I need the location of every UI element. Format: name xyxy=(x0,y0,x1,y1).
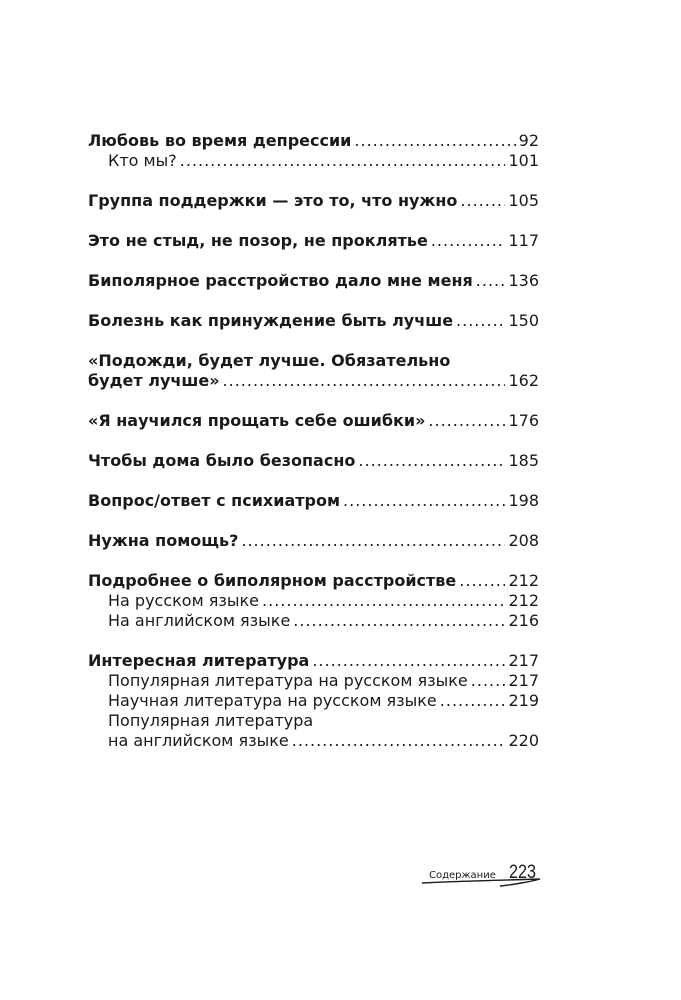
toc-entry-title: на английском языке xyxy=(108,731,289,750)
footer-swash-decoration xyxy=(400,878,560,890)
toc-entry xyxy=(88,351,539,371)
toc-spacer xyxy=(88,631,539,651)
toc-entry-page: 219 xyxy=(508,691,539,710)
toc-dot-leader xyxy=(428,411,505,431)
toc-entry-title: Подробнее о биполярном расстройстве xyxy=(88,571,457,590)
toc-entry-title: Это не стыд, не позор, не проклятье xyxy=(88,231,428,250)
toc-dot-leader xyxy=(312,651,505,671)
toc-spacer xyxy=(88,211,539,231)
toc-spacer xyxy=(88,391,539,411)
toc-entry-page: 150 xyxy=(508,311,539,330)
toc-subentry xyxy=(88,711,539,731)
page-number: 223 xyxy=(509,862,536,883)
page-footer xyxy=(400,862,560,892)
toc-entry xyxy=(88,131,539,151)
toc-dot-leader xyxy=(354,131,515,151)
toc-entry-title: Болезнь как принуждение быть лучше xyxy=(88,311,454,330)
toc-entry-page: 220 xyxy=(508,731,539,750)
footer-section-label: Содержание xyxy=(429,870,496,881)
toc-dot-leader xyxy=(343,491,505,511)
toc-entry-title: Интересная литература xyxy=(88,651,310,670)
toc-entry-page: 136 xyxy=(508,271,539,290)
toc-spacer xyxy=(88,431,539,451)
toc-entry-title: На английском языке xyxy=(108,611,291,630)
toc-dot-leader xyxy=(293,611,505,631)
toc-spacer xyxy=(88,331,539,351)
toc-dot-leader xyxy=(358,451,505,471)
toc-spacer xyxy=(88,511,539,531)
toc-entry-title: Научная литература на русском языке xyxy=(108,691,437,710)
toc-subentry xyxy=(88,611,539,631)
toc-entry xyxy=(88,371,539,391)
toc-entry-page: 198 xyxy=(508,491,539,510)
toc-dot-leader xyxy=(440,691,506,711)
toc-entry-page: 92 xyxy=(518,131,539,150)
toc-entry-page: 217 xyxy=(508,671,539,690)
toc-entry-title: Вопрос/ответ с психиатром xyxy=(88,491,341,510)
toc-dot-leader xyxy=(262,591,505,611)
toc-entry xyxy=(88,411,539,431)
toc-subentry xyxy=(88,671,539,691)
toc-entry xyxy=(88,571,539,591)
toc-entry xyxy=(88,191,539,211)
toc-spacer xyxy=(88,471,539,491)
toc-entry xyxy=(88,311,539,331)
toc-dot-leader xyxy=(456,311,505,331)
toc-entry-page: 162 xyxy=(508,371,539,390)
toc-entry-title: Биполярное расстройство дало мне меня xyxy=(88,271,473,290)
toc-entry-title: Популярная литература xyxy=(108,711,314,730)
toc-entry-title: «Подожди, будет лучше. Обязательно xyxy=(88,351,451,370)
toc-entry-title: Чтобы дома было безопасно xyxy=(88,451,356,470)
toc-subentry xyxy=(88,591,539,611)
toc-dot-leader xyxy=(223,371,506,391)
toc-dot-leader xyxy=(180,151,506,171)
toc-entry xyxy=(88,491,539,511)
toc-subentry xyxy=(88,691,539,711)
toc-dot-leader xyxy=(459,571,505,591)
toc-entry-title: «Я научился прощать себе ошибки» xyxy=(88,411,426,430)
toc-entry-page: 101 xyxy=(508,151,539,170)
toc-entry-page: 117 xyxy=(508,231,539,250)
toc-entry-page: 216 xyxy=(508,611,539,630)
toc-spacer xyxy=(88,251,539,271)
toc-dot-leader xyxy=(431,231,506,251)
toc-entry-page: 212 xyxy=(508,571,539,590)
toc-spacer xyxy=(88,171,539,191)
toc-dot-leader xyxy=(476,271,506,291)
toc-spacer xyxy=(88,291,539,311)
toc-entry-page: 185 xyxy=(508,451,539,470)
toc-entry-title: Кто мы? xyxy=(108,151,177,170)
toc-entry-title: На русском языке xyxy=(108,591,260,610)
toc-entry xyxy=(88,231,539,251)
toc-entry xyxy=(88,271,539,291)
toc-entry-title: Любовь во время депрессии xyxy=(88,131,352,150)
toc-entry-title: Нужна помощь? xyxy=(88,531,239,550)
toc-entry-title: Популярная литература на русском языке xyxy=(108,671,468,690)
toc-subentry xyxy=(88,151,539,171)
toc-dot-leader xyxy=(460,191,505,211)
toc-entry xyxy=(88,531,539,551)
toc-entry-page: 176 xyxy=(508,411,539,430)
toc-entry-page: 212 xyxy=(508,591,539,610)
toc-entry xyxy=(88,451,539,471)
toc-entry xyxy=(88,651,539,671)
toc-entry-page: 105 xyxy=(508,191,539,210)
table-of-contents xyxy=(88,131,539,751)
toc-entry-page: 208 xyxy=(508,531,539,550)
toc-spacer xyxy=(88,551,539,571)
toc-dot-leader xyxy=(471,671,506,691)
toc-entry-title: Группа поддержки — это то, что нужно xyxy=(88,191,458,210)
toc-dot-leader xyxy=(292,731,506,751)
toc-subentry xyxy=(88,731,539,751)
toc-entry-page: 217 xyxy=(508,651,539,670)
toc-entry-title: будет лучше» xyxy=(88,371,220,390)
toc-dot-leader xyxy=(241,531,505,551)
